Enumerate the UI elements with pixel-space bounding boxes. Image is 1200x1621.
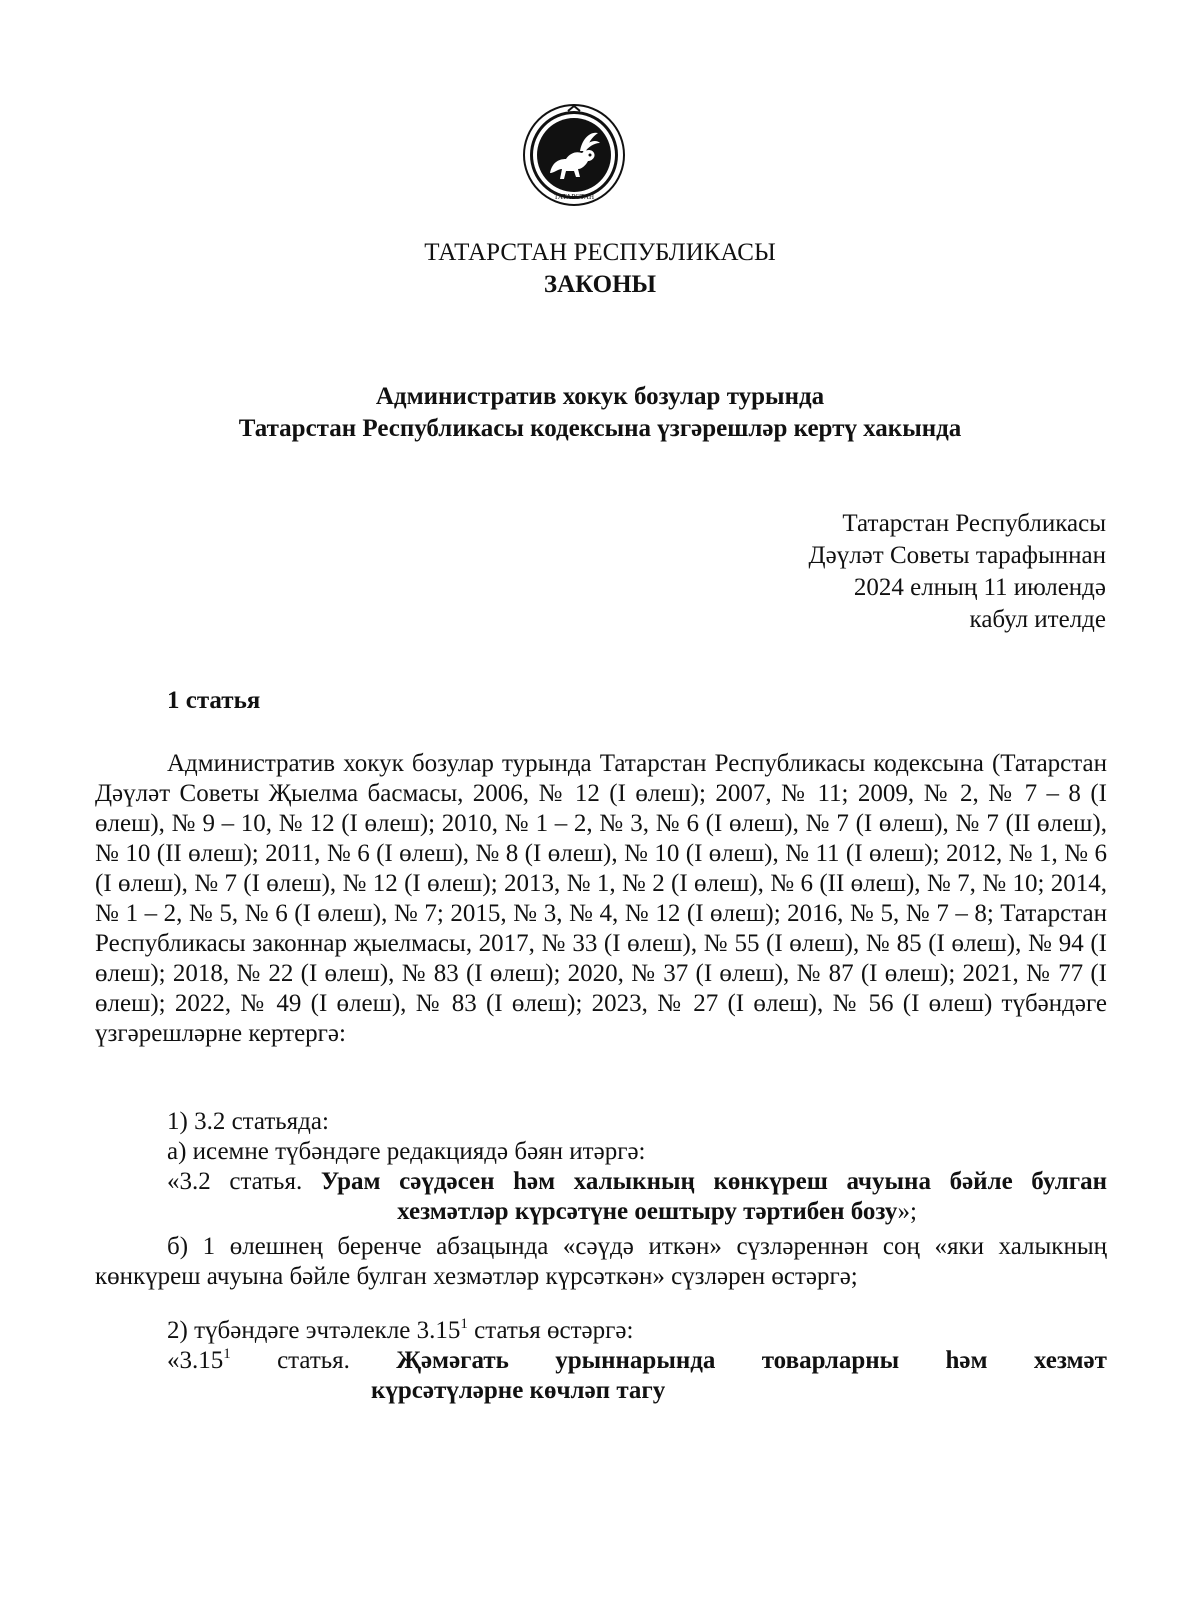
adoption-line-3: 2024 елның 11 июлендә — [853, 574, 1106, 601]
item-1b: б) 1 өлешнең беренче абзацында «сәүдә иткән» сүзләреннән соң «яки халыкның көнкүреш ачуына бәйле булган хезмәтләр күрсәткән» сүзләрен өстәргә; — [95, 1233, 1107, 1290]
law-heading: ЗАКОНЫ — [543, 271, 657, 298]
adoption-block — [809, 508, 1106, 636]
adoption-line-1: Татарстан Республикасы — [842, 510, 1106, 537]
tatarstan-emblem-icon — [522, 103, 626, 207]
quote-prefix: «3.2 статья. — [167, 1168, 321, 1195]
quote-bold-line-1: Урам сәүдәсен һәм халыкның көнкүреш ачуына бәйле булган — [320, 1168, 1108, 1195]
quote-2-line-2: күрсәтүләрне көчләп тагу — [371, 1377, 666, 1404]
quote-2-line-1 — [167, 1346, 1107, 1376]
quote-2-open — [167, 1346, 231, 1376]
quote-bold-line-2: хезмәтләр күрсәтүне оештыру тәртибен бозу — [397, 1198, 898, 1225]
quote-2-word-2: урыннарында — [555, 1347, 716, 1374]
article-main-paragraph: Административ хокук бозулар турында Татарстан Республикасы кодексына (Татарстан Дәүләт Советы Җыелма басмасы, 2006, № 12 (I өлеш); 2007, № 11; 2009, № 2, № 7 – 8 (I өлеш), № 9 – 10, № 12 (I өлеш); 2010, № 1 – 2, № 3, № 6 (I өлеш), № 7 (I өлеш), № 7 (II өлеш), № 10 (II өлеш); 2011, № 6 (I өлеш), № 8 (I өлеш), № 10 (I өлеш), № 11 (I өлеш); 2012, № 1, № 6 (I өлеш), № 7 (I өлеш), № 12 (I өлеш); 2013, № 1, № 2 (I өлеш), № 6 (II өлеш), № 7, № 10; 2014, № 1 – 2, № 5, № 6 (I өлеш), № 7; 2015, № 3, № 4, № 12 (I өлеш); 2016, № 5, № 7 – 8; Татарстан Республикасы законнар җыелмасы, 2017, № 33 (I өлеш), № 55 (I өлеш), № 85 (I өлеш), № 94 (I өлеш); 2018, № 22 (I өлеш), № 83 (I өлеш); 2020, № 37 (I өлеш), № 87 (I өлеш); 2021, № 77 (I өлеш); 2022, № 49 (I өлеш), № 83 (I өлеш); 2023, № 27 (I өлеш), № 56 (I өлеш) түбәндәге үзгәрешләрне кертергә: — [95, 750, 1107, 1047]
quote-2-number: «3.15 — [167, 1347, 224, 1374]
quote-2-word-4: һәм — [945, 1347, 988, 1374]
quote-2-word-statya: статья. — [277, 1347, 350, 1374]
quote-2-word-5: хезмәт — [1033, 1347, 1107, 1374]
quote-2-superscript: 1 — [223, 1346, 231, 1362]
item-2-superscript: 1 — [460, 1316, 468, 1332]
item-2-suffix: статья өстәргә: — [467, 1317, 634, 1344]
emblem-text: ТАТАРСТАН — [553, 193, 595, 201]
item-2 — [167, 1316, 633, 1346]
republic-heading: ТАТАРСТАН РЕСПУБЛИКАСЫ — [424, 239, 776, 266]
adoption-line-4: кабул ителде — [969, 606, 1106, 633]
item-2-prefix: 2) түбәндәге эчтәлекле 3.15 — [167, 1317, 461, 1344]
item-1a: а) исемне түбәндәге редакциядә бәян итәргә: — [167, 1138, 646, 1165]
quote-article-3-15-1 — [167, 1346, 1107, 1406]
law-title-line-2: Татарстан Республикасы кодексына үзгәрешләр кертү хакында — [238, 415, 962, 442]
adoption-line-2: Дәүләт Советы тарафыннан — [808, 542, 1106, 569]
quote-article-3-2 — [167, 1167, 1107, 1227]
article-heading: 1 статья — [167, 687, 261, 714]
quote-2-word-3: товарларны — [761, 1347, 900, 1374]
quote-2-word-1: Җәмәгать — [396, 1347, 509, 1374]
quote-line-2 — [167, 1197, 1107, 1227]
quote-suffix: »; — [897, 1198, 917, 1225]
item-1: 1) 3.2 статьяда: — [167, 1108, 329, 1135]
quote-line-1 — [167, 1167, 1107, 1197]
law-title-line-1: Административ хокук бозулар турында — [375, 383, 825, 410]
